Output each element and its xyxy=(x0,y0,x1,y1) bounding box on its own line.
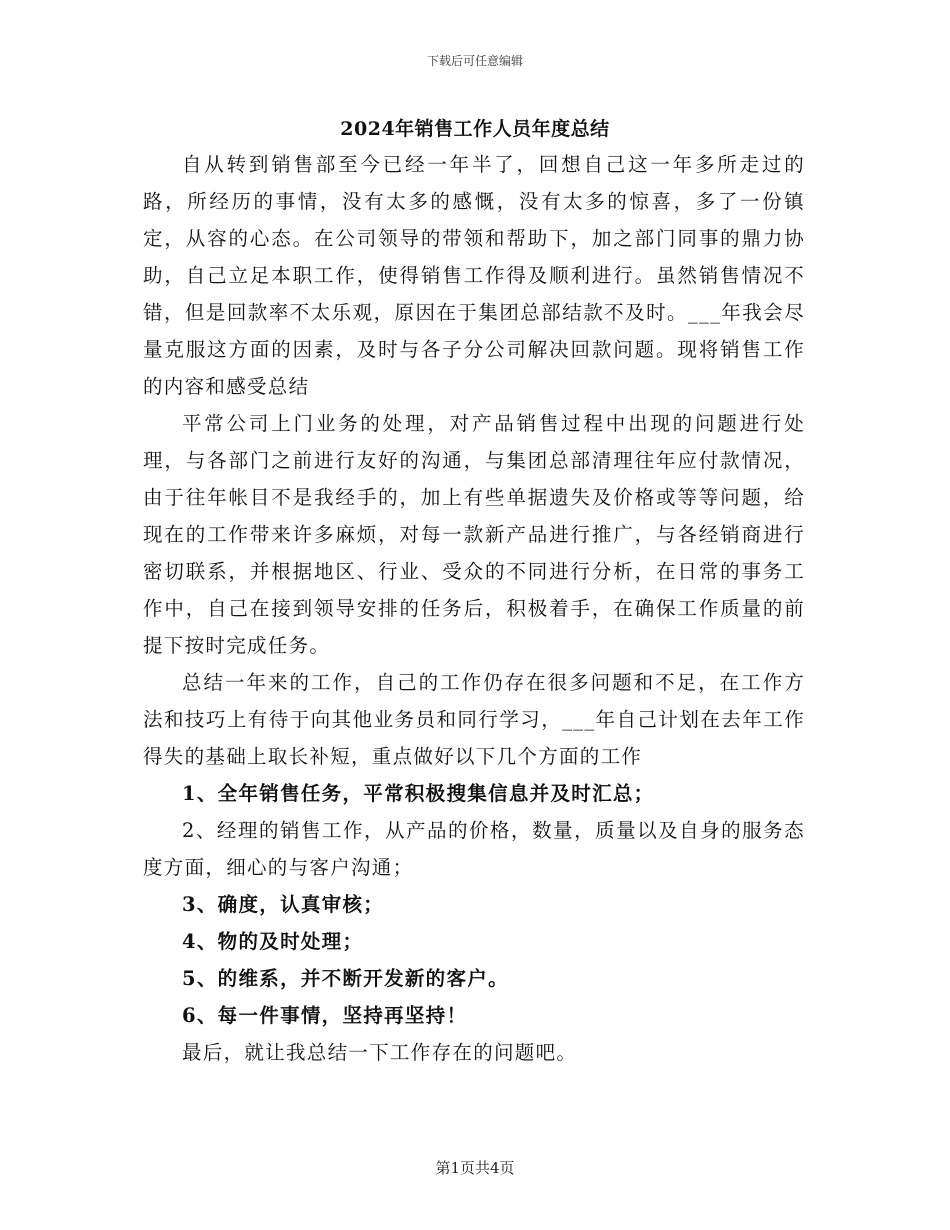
list-item-4: 4、物的及时处理； xyxy=(182,930,364,953)
paragraph-summary: 总结一年来的工作，自己的工作仍存在很多问题和不足，在工作方法和技巧上有待于向其他业务员和同行学习，___年自己计划在去年工作得失的基础上取长补短，重点做好以下几个方面的工作 xyxy=(143,671,805,768)
document-body xyxy=(143,146,805,1071)
list-item-1: 1、全年销售任务，平常积极搜集信息并及时汇总； xyxy=(182,782,655,805)
paragraph-intro: 自从转到销售部至今已经一年半了，回想自己这一年多所走过的路，所经历的事情，没有太多的感慨，没有太多的惊喜，多了一份镇定，从容的心态。在公司领导的带领和帮助下，加之部门同事的鼎力协助，自己立足本职工作，使得销售工作得及顺利进行。虽然销售情况不错，但是回款率不太乐观，原因在于集团总部结款不及时。___年我会尽量克服这方面的因素，及时与各子分公司解决回款问题。现将销售工作的内容和感受总结 xyxy=(143,153,805,398)
document-title: 2024年销售工作人员年度总结 xyxy=(340,118,610,140)
list-item-3: 3、确度，认真审核； xyxy=(182,893,385,916)
page-footer: 第1页共4页 xyxy=(435,1159,515,1177)
list-item-2: 2、经理的销售工作，从产品的价格，数量，质量以及自身的服务态度方面，细心的与客户沟通； xyxy=(143,819,805,879)
paragraph-daily-work: 平常公司上门业务的处理，对产品销售过程中出现的问题进行处理，与各部门之前进行友好的沟通，与集团总部清理往年应付款情况，由于往年帐目不是我经手的，加上有些单据遗失及价格或等等问题，给现在的工作带来许多麻烦，对每一款新产品进行推广，与各经销商进行密切联系，并根据地区、行业、受众的不同进行分析，在日常的事务工作中，自己在接到领导安排的任务后，积极着手，在确保工作质量的前提下按时完成任务。 xyxy=(143,412,805,657)
header-note: 下载后可任意编辑 xyxy=(426,54,523,68)
paragraph-closing: 最后，就让我总结一下工作存在的问题吧。 xyxy=(182,1041,578,1064)
list-item-5: 5、的维系，并不断开发新的客户。 xyxy=(182,967,509,990)
list-item-6: 6、每一件事情，坚持再坚持！ xyxy=(182,1004,468,1027)
